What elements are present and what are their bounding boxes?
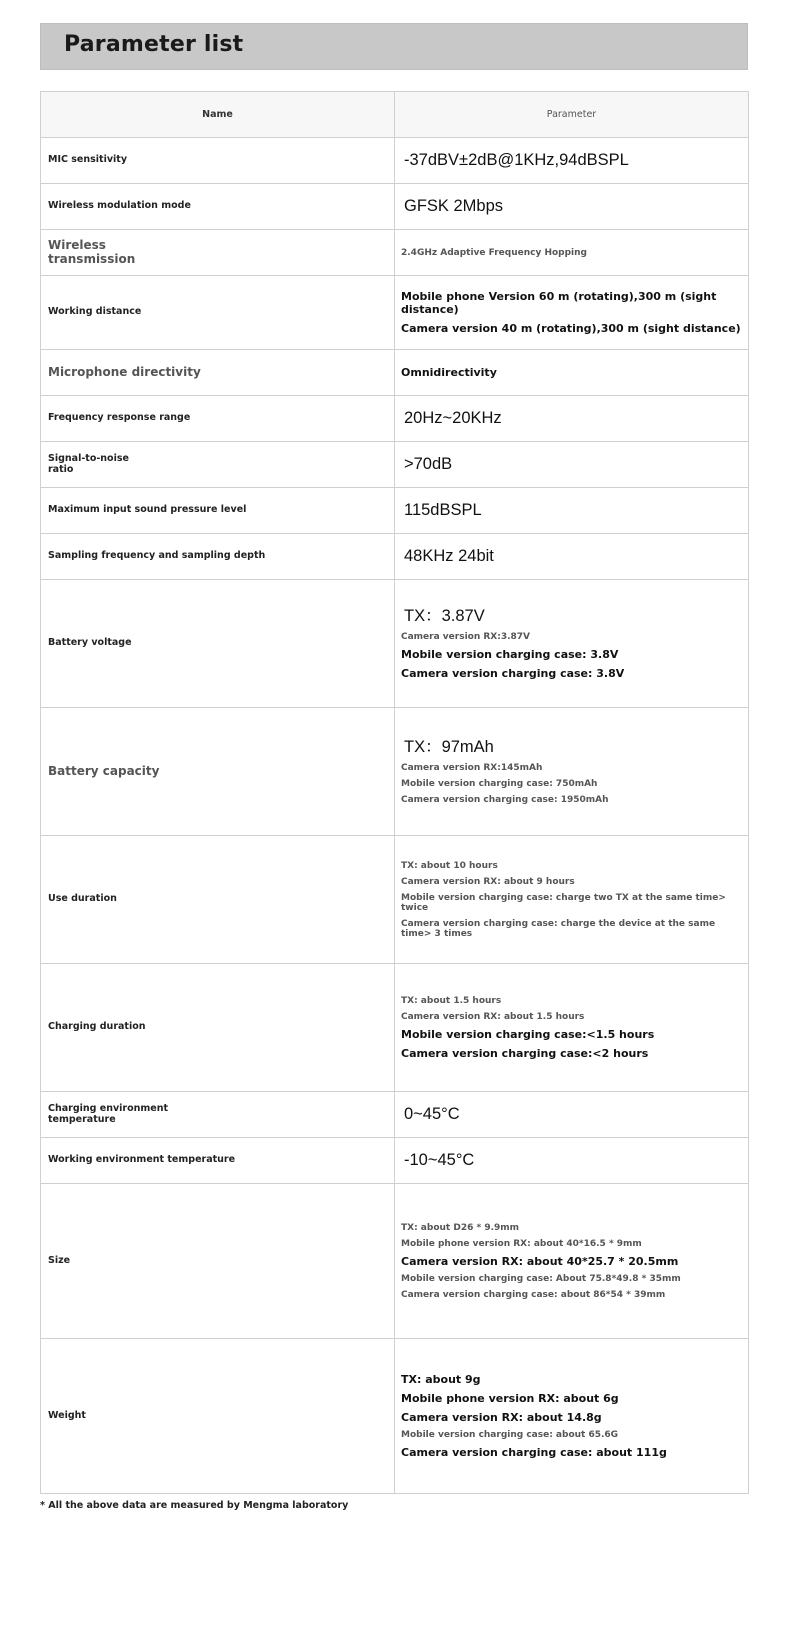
parameter-value-cell bbox=[395, 230, 749, 276]
parameter-value: Camera version charging case: about 111g bbox=[401, 1446, 667, 1459]
parameter-value: Mobile phone Version 60 m (rotating),300 m (sight distance) bbox=[401, 290, 717, 316]
parameter-name: Sampling frequency and sampling depth bbox=[41, 534, 395, 580]
table-body bbox=[41, 138, 749, 1494]
table-row bbox=[41, 1339, 749, 1494]
parameter-name: Signal-to-noise ratio bbox=[41, 442, 395, 488]
table-row bbox=[41, 276, 749, 350]
parameter-value-cell bbox=[395, 1138, 749, 1184]
parameter-value-cell bbox=[395, 184, 749, 230]
parameter-value: 115dBSPL bbox=[404, 501, 482, 519]
parameter-name: Battery voltage bbox=[41, 580, 395, 708]
parameter-name: Use duration bbox=[41, 836, 395, 964]
parameter-value: Mobile version charging case:<1.5 hours bbox=[401, 1027, 655, 1041]
parameter-name: Battery capacity bbox=[41, 708, 395, 836]
parameter-value: -10~45°C bbox=[404, 1151, 475, 1169]
parameter-value: Camera version charging case: 1950mAh bbox=[401, 794, 609, 805]
parameter-value-cell bbox=[395, 836, 749, 964]
parameter-value-cell bbox=[395, 396, 749, 442]
parameter-value: 2.4GHz Adaptive Frequency Hopping bbox=[401, 247, 587, 258]
parameter-value-cell bbox=[395, 442, 749, 488]
parameter-value: Camera version RX:3.87V bbox=[401, 631, 531, 642]
parameter-value: Mobile version charging case: charge two TX at the same time> twice bbox=[401, 892, 726, 913]
parameter-value-cell bbox=[395, 534, 749, 580]
parameter-table bbox=[40, 91, 749, 1494]
parameter-value: Camera version RX:145mAh bbox=[401, 762, 543, 773]
table-row bbox=[41, 836, 749, 964]
parameter-value-cell bbox=[395, 1339, 749, 1494]
parameter-name: Size bbox=[41, 1184, 395, 1339]
table-row bbox=[41, 138, 749, 184]
table-row bbox=[41, 1092, 749, 1138]
parameter-value: 48KHz 24bit bbox=[404, 547, 494, 565]
table-row bbox=[41, 396, 749, 442]
parameter-value: >70dB bbox=[404, 455, 453, 473]
parameter-value: 20Hz~20KHz bbox=[404, 409, 502, 427]
parameter-value: Camera version 40 m (rotating),300 m (sight distance) bbox=[401, 322, 741, 335]
parameter-name: Working distance bbox=[41, 276, 395, 350]
parameter-value: Mobile phone version RX: about 6g bbox=[401, 1392, 619, 1405]
parameter-value-cell bbox=[395, 488, 749, 534]
parameter-value: Mobile version charging case: 3.8V bbox=[401, 647, 619, 661]
parameter-value: Camera version RX: about 1.5 hours bbox=[401, 1011, 585, 1022]
parameter-value: GFSK 2Mbps bbox=[404, 197, 504, 215]
parameter-value: Mobile version charging case: 750mAh bbox=[401, 778, 598, 789]
parameter-value: Camera version charging case: about 86*54 * 39mm bbox=[401, 1289, 666, 1300]
parameter-name: Microphone directivity bbox=[41, 350, 395, 396]
parameter-value-cell bbox=[395, 964, 749, 1092]
title-bar bbox=[40, 23, 748, 70]
table-row bbox=[41, 184, 749, 230]
parameter-name: Frequency response range bbox=[41, 396, 395, 442]
parameter-value: Mobile version charging case: About 75.8*49.8 * 35mm bbox=[401, 1273, 681, 1284]
table-row bbox=[41, 708, 749, 836]
parameter-name: Charging environment temperature bbox=[41, 1092, 395, 1138]
table-row bbox=[41, 230, 749, 276]
parameter-value: TX：3.87V bbox=[404, 606, 485, 625]
parameter-value: Camera version charging case:<2 hours bbox=[401, 1046, 649, 1060]
parameter-value: Camera version RX: about 14.8g bbox=[401, 1411, 602, 1424]
parameter-value-cell bbox=[395, 1184, 749, 1339]
footnote: * All the above data are measured by Mengma laboratory bbox=[40, 1500, 349, 1511]
parameter-value: TX: about D26 * 9.9mm bbox=[401, 1222, 520, 1233]
parameter-name: MIC sensitivity bbox=[41, 138, 395, 184]
parameter-value: Camera version RX: about 40*25.7 * 20.5mm bbox=[401, 1254, 679, 1268]
parameter-value: 0~45°C bbox=[404, 1105, 460, 1123]
parameter-value: Omnidirectivity bbox=[401, 366, 497, 379]
parameter-value: TX: about 10 hours bbox=[401, 860, 498, 871]
table-row bbox=[41, 488, 749, 534]
column-header-name: Name bbox=[41, 92, 395, 138]
parameter-name: Weight bbox=[41, 1339, 395, 1494]
table-row bbox=[41, 580, 749, 708]
parameter-value: Camera version RX: about 9 hours bbox=[401, 876, 575, 887]
parameter-value: Mobile version charging case: about 65.6G bbox=[401, 1430, 619, 1440]
table-row bbox=[41, 350, 749, 396]
parameter-value: Camera version charging case: charge the device at the same time> 3 times bbox=[401, 918, 716, 939]
table-row bbox=[41, 1138, 749, 1184]
parameter-value: TX：97mAh bbox=[404, 737, 494, 756]
parameter-value-cell bbox=[395, 708, 749, 836]
table-row bbox=[41, 534, 749, 580]
table-row bbox=[41, 442, 749, 488]
parameter-name: Charging duration bbox=[41, 964, 395, 1092]
parameter-value-cell bbox=[395, 350, 749, 396]
parameter-value-cell bbox=[395, 1092, 749, 1138]
parameter-value: TX: about 9g bbox=[401, 1373, 481, 1386]
parameter-name: Working environment temperature bbox=[41, 1138, 395, 1184]
parameter-value-cell bbox=[395, 138, 749, 184]
parameter-value-cell bbox=[395, 276, 749, 350]
page-title: Parameter list bbox=[64, 32, 244, 57]
parameter-value: Camera version charging case: 3.8V bbox=[401, 666, 625, 680]
parameter-name: Wireless modulation mode bbox=[41, 184, 395, 230]
parameter-name: Wireless transmission bbox=[41, 230, 395, 276]
parameter-value: Mobile phone version RX: about 40*16.5 * 9mm bbox=[401, 1238, 642, 1249]
parameter-name: Maximum input sound pressure level bbox=[41, 488, 395, 534]
parameter-value: -37dBV±2dB@1KHz,94dBSPL bbox=[404, 151, 629, 169]
table-header-row bbox=[41, 92, 749, 138]
parameter-value-cell bbox=[395, 580, 749, 708]
table-row bbox=[41, 964, 749, 1092]
column-header-parameter: Parameter bbox=[395, 92, 749, 138]
table-row bbox=[41, 1184, 749, 1339]
parameter-value: TX: about 1.5 hours bbox=[401, 995, 502, 1006]
